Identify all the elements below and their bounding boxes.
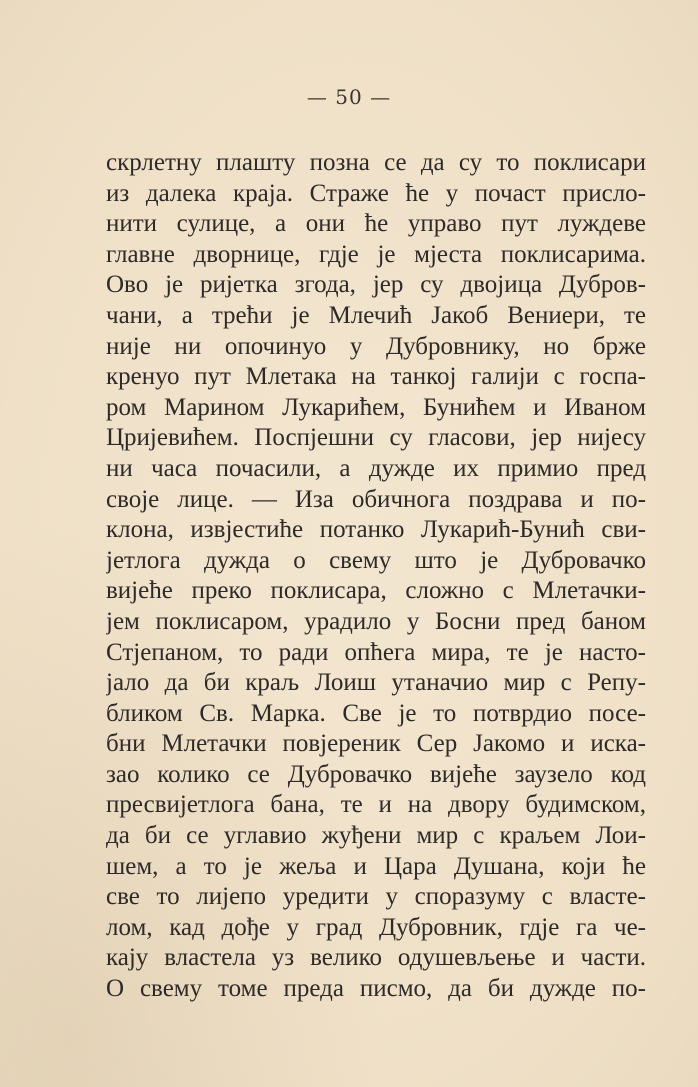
text-line-26: лом, кад дође у град Дубровник, гдје га че- (106, 913, 646, 941)
text-line-20: бни Млетачки повјереник Сер Јакомо и иска- (106, 730, 646, 758)
text-line-24: шем, а то је жеља и Цара Душана, који ће (106, 852, 646, 880)
text-line-19: бликом Св. Марка. Све је то потврдио посе- (106, 699, 646, 727)
text-line-22: пресвијетлога бана, те и на двору будимском, (106, 791, 646, 819)
text-line-9: ром Марином Лукарићем, Бунићем и Иваном (106, 393, 646, 421)
text-line-28: О свему томе преда писмо, да би дужде по- (106, 975, 646, 1003)
text-line-3: нити сулице, а они ће управо пут луждеве (106, 210, 646, 238)
text-line-25: све то лијепо уредити у споразуму с властe- (106, 883, 646, 911)
text-line-18: јало да би краљ Лоиш утаначио мир с Репу- (106, 669, 646, 697)
text-line-23: да би се углавио жуђени мир с краљем Лои- (106, 822, 646, 850)
text-line-2: из далека краја. Страже ће у почаст присло- (106, 179, 646, 207)
text-line-16: јем поклисаром, урадило у Босни пред баном (106, 607, 646, 635)
text-line-17: Стјепаном, то ради опћега мира, те је насто- (106, 638, 646, 666)
text-line-7: није ни опочинуо у Дубровнику, но брже (106, 332, 646, 360)
text-line-10: Цријевићем. Поспјешни су гласови, јер нијесу (106, 424, 646, 452)
text-line-11: ни часа почасили, а дужде их примио пред (106, 454, 646, 482)
text-line-15: вијеће преко поклисара, сложно с Млетачки- (106, 577, 646, 605)
text-line-21: зао колико се Дубровачко вијеће заузело код (106, 760, 646, 788)
text-line-1: скрлетну плашту позна се да су то поклисари (106, 149, 646, 176)
text-line-12: своје лице. — Иза обичнога поздрава и по- (106, 485, 646, 513)
text-line-8: кренуо пут Млетака на танкој галији с госпа- (106, 363, 646, 391)
text-line-13: клона, извјестиће потанко Лукарић-Бунић сви- (106, 516, 646, 544)
body-text (106, 148, 646, 1005)
page-number: — 50 — (306, 85, 392, 109)
text-line-27: кају властела уз велико одушевљење и части. (106, 944, 646, 972)
text-line-4: главне дворнице, гдје је мјеста поклисарима. (106, 240, 646, 268)
text-line-5: Ово је ријетка згода, јер су двојица Дубров- (106, 271, 646, 299)
text-line-6: чани, а трећи је Млечић Јакоб Вениери, те (106, 301, 646, 329)
text-line-14: јетлога дужда о свему што је Дубровачко (106, 546, 646, 574)
